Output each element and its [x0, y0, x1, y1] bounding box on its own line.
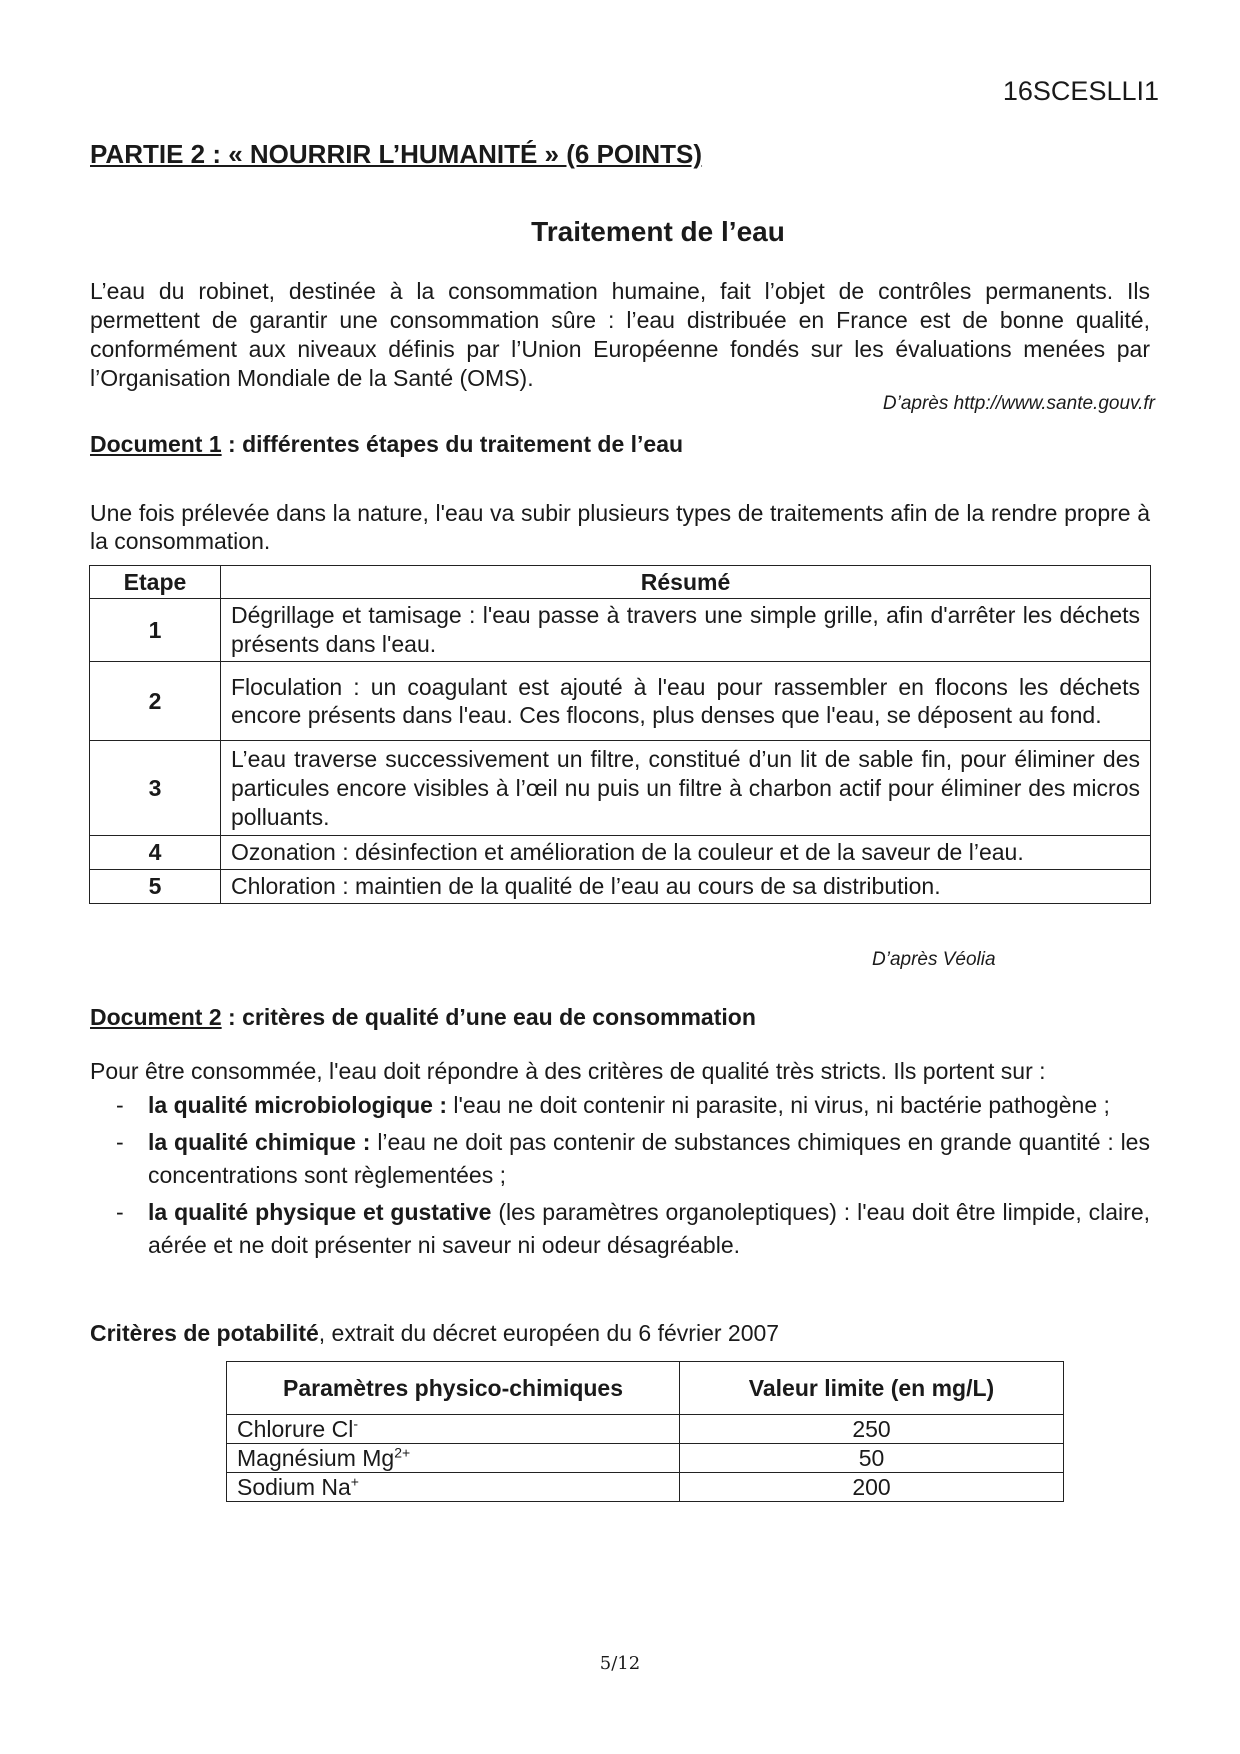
ion-charge: 2+	[394, 1444, 411, 1461]
bullet-dash: -	[116, 1199, 124, 1225]
table-row	[90, 836, 1151, 870]
table-row	[90, 599, 1151, 662]
potability-text: , extrait du décret européen du 6 février 2007	[318, 1320, 780, 1346]
document-2-text: Pour être consommée, l'eau doit répondre à des critères de qualité très stricts. Ils portent sur :	[90, 1058, 1046, 1084]
criterion-name: la qualité physique et gustative	[148, 1199, 492, 1225]
treatment-steps-table	[89, 565, 1151, 904]
column-header-step: Etape	[90, 566, 221, 599]
column-header-parameter: Paramètres physico-chimiques	[227, 1362, 680, 1415]
potability-title	[90, 1320, 779, 1347]
step-number: 5	[90, 870, 221, 904]
parameter-name	[227, 1473, 680, 1502]
table-row	[227, 1415, 1064, 1444]
criterion-text: l'eau ne doit contenir ni parasite, ni virus, ni bactérie pathogène ;	[447, 1092, 1110, 1118]
limit-value: 50	[680, 1444, 1064, 1473]
column-header-limit: Valeur limite (en mg/L)	[680, 1362, 1064, 1415]
intro-source: D’après http://www.sante.gouv.fr	[882, 393, 1155, 414]
document-1-title-text: : différentes étapes du traitement de l’eau	[221, 431, 684, 457]
parameter-label: Magnésium Mg	[237, 1445, 395, 1471]
limit-value: 250	[680, 1415, 1064, 1444]
potability-limits-table	[226, 1361, 1064, 1502]
ion-charge: +	[350, 1473, 359, 1490]
step-number: 4	[90, 836, 221, 870]
column-header-summary: Résumé	[221, 566, 1151, 599]
ion-charge: -	[353, 1415, 358, 1432]
document-1-text: Une fois prélevée dans la nature, l'eau va subir plusieurs types de traitements afin de la rendre propre à la consommation.	[90, 500, 1150, 554]
exam-code: 16SCESLLI1	[1002, 76, 1159, 106]
page-number: 5/12	[599, 1653, 641, 1674]
part-title: PARTIE 2 : « NOURRIR L’HUMANITÉ » (6 POINTS)	[90, 139, 703, 169]
document-1-label: Document 1	[90, 431, 222, 457]
main-title: Traitement de l’eau	[531, 216, 785, 247]
criterion-text: l’eau ne doit pas contenir de substances chimiques en grande quantité : les concentrations sont règlementées ;	[148, 1129, 1150, 1188]
table-header-row	[90, 566, 1151, 599]
step-summary: Chloration : maintien de la qualité de l’eau au cours de sa distribution.	[221, 870, 1151, 904]
document-2-title-text: : critères de qualité d’une eau de consommation	[221, 1004, 756, 1030]
table-row	[90, 870, 1151, 904]
bullet-dash: -	[116, 1092, 124, 1118]
document-2-title	[90, 1004, 756, 1031]
potability-label: Critères de potabilité	[90, 1320, 319, 1346]
step-number: 1	[90, 599, 221, 662]
document-1-title	[90, 431, 683, 458]
step-number: 2	[90, 662, 221, 741]
table-row	[227, 1444, 1064, 1473]
quality-criteria-list	[90, 1089, 1150, 1266]
step-summary: L’eau traverse successivement un filtre, constitué d’un lit de sable fin, pour éliminer des particules encore visibles à l’œil nu puis un filtre à charbon actif pour éliminer des micros polluants.	[221, 741, 1151, 836]
table-row	[227, 1473, 1064, 1502]
limit-value: 200	[680, 1473, 1064, 1502]
document-2-label: Document 2	[90, 1004, 222, 1030]
intro-paragraph: L’eau du robinet, destinée à la consommation humaine, fait l’objet de contrôles permanents. Ils permettent de garantir une consommation sûre : l’eau distribuée en France est de bonne qualité, conformément aux niveaux définis par l’Union Européenne fondés sur les évaluations menées par l’Organisation Mondiale de la Santé (OMS).	[90, 278, 1150, 391]
criterion-name: la qualité chimique :	[148, 1129, 371, 1155]
bullet-dash: -	[116, 1129, 124, 1155]
criterion-text: (les paramètres organoleptiques) : l'eau doit être limpide, claire, aérée et ne doit présenter ni saveur ni odeur désagréable.	[148, 1199, 1151, 1258]
table-row	[90, 662, 1151, 741]
step-summary: Ozonation : désinfection et amélioration de la couleur et de la saveur de l’eau.	[221, 836, 1151, 870]
parameter-name	[227, 1444, 680, 1473]
step-summary: Floculation : un coagulant est ajouté à l'eau pour rassembler en flocons les déchets encore présents dans l'eau. Ces flocons, plus denses que l'eau, se déposent au fond.	[221, 662, 1151, 741]
step-number: 3	[90, 741, 221, 836]
parameter-name	[227, 1415, 680, 1444]
step-summary: Dégrillage et tamisage : l'eau passe à travers une simple grille, afin d'arrêter les déchets présents dans l'eau.	[221, 599, 1151, 662]
document-1-source: D’après Véolia	[872, 949, 996, 970]
parameter-label: Sodium Na	[237, 1474, 351, 1500]
list-item	[90, 1126, 1150, 1192]
list-item	[90, 1089, 1150, 1122]
criterion-name: la qualité microbiologique :	[148, 1092, 448, 1118]
table-row	[90, 741, 1151, 836]
list-item	[90, 1196, 1150, 1262]
parameter-label: Chlorure Cl	[237, 1416, 354, 1442]
table-header-row	[227, 1362, 1064, 1415]
